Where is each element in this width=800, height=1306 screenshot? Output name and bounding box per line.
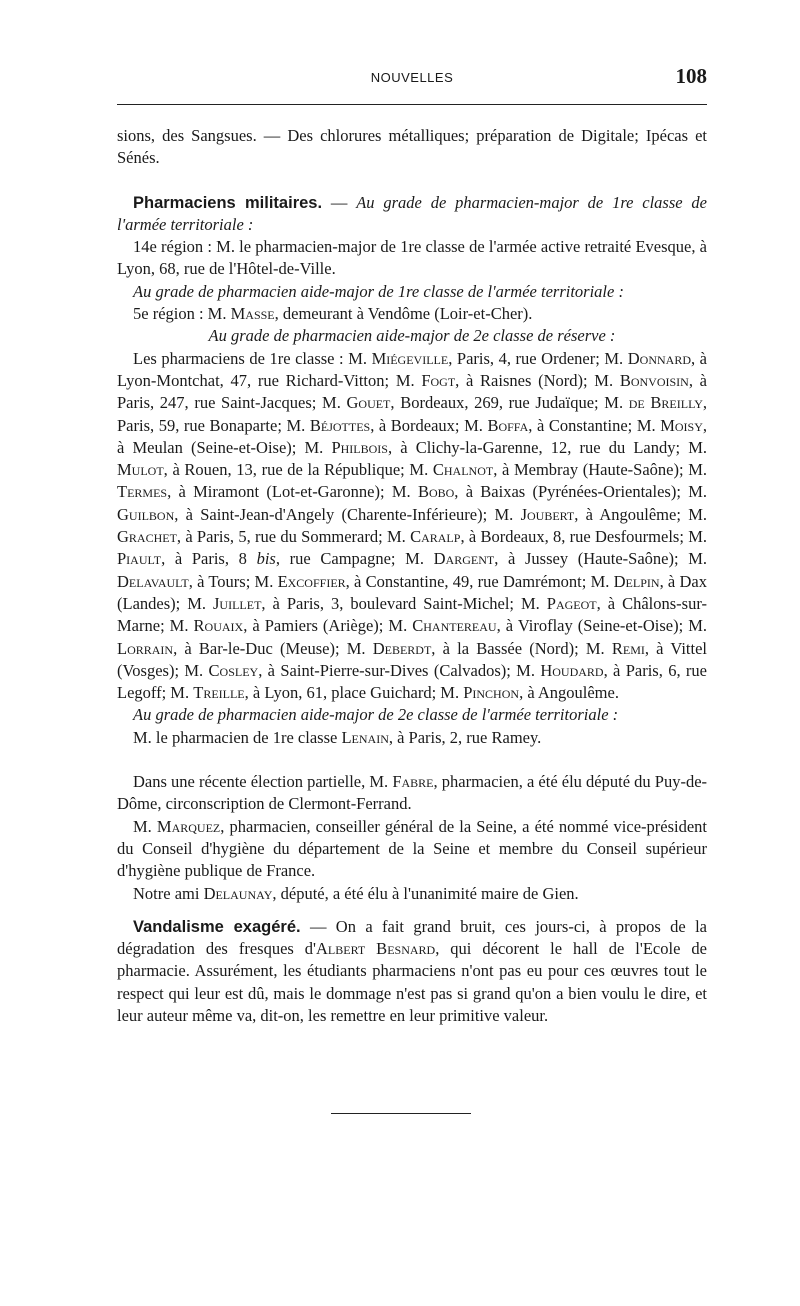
section-heading-pharmaciens: Pharmaciens militaires. — [133, 193, 323, 212]
person-name: Delaunay — [203, 883, 273, 903]
text-run: , à Bar-le-Duc (Meuse); M. — [173, 638, 373, 658]
person-name: Chantereau — [412, 616, 497, 636]
text-run: , à Jussey (Haute-Saône); M. — [494, 549, 708, 569]
person-name: Miégeville — [371, 348, 449, 368]
subheading-aide-major-1re-territoriale: Au grade de pharmacien aide-major de 1re classe de l'armée territoriale : — [133, 281, 624, 301]
text-run: , à Paris, 5, rue du Sommerard; M. — [176, 527, 411, 547]
person-name: Lenain — [341, 727, 389, 747]
text-run: , à Bordeaux; M. — [370, 415, 488, 435]
text-run: , pharmacien, a été élu député du Puy-de-Dôme, circonscription de Clermont-Ferrand. — [117, 772, 708, 814]
person-name: Pageot — [546, 593, 597, 613]
person-name: Gouet — [346, 393, 391, 413]
text-run: , à Paris, 247, rue Saint-Jacques; M. — [117, 370, 707, 413]
page-number: 108 — [675, 64, 707, 88]
person-name: Houdard — [540, 660, 604, 680]
person-name: Philbois — [331, 437, 388, 457]
text-run: , à Paris, 8 — [161, 549, 257, 569]
person-name: Donnard — [627, 348, 691, 368]
subheading-major-territoriale: Au grade de pharmacien-major de 1re classe de l'armée territoriale : — [117, 192, 707, 234]
running-title: NOUVELLES — [370, 70, 454, 85]
text-run: , Paris, 59, rue Bonaparte; M. — [117, 393, 707, 435]
text-run: , à Miramont (Lot-et-Garonne); M. — [167, 482, 418, 502]
person-name: Grachet — [117, 527, 177, 547]
person-name: Bonvoisin — [619, 370, 689, 390]
pharmaciens-heading-line — [117, 192, 707, 237]
person-name: Béjottes — [309, 415, 371, 435]
person-name: Treille — [193, 683, 245, 703]
italic-text: bis — [256, 549, 276, 569]
text-run: , à Tours; M. — [188, 571, 278, 591]
line-5e-region: 5e région : M. Masse, demeurant à Vendôme (Loir-et-Cher). — [133, 304, 533, 324]
text-run: , à Paris, 3, boulevard Saint-Michel; M. — [261, 593, 547, 613]
person-name: Deberdt — [372, 638, 432, 658]
page-header — [117, 64, 707, 100]
text-run: , pharmacien, conseiller général de la Seine, a été nommé vice-président du Conseil d'hygiène du département de la Seine et membre du Conseil supérieur d'hygiène publique de France. — [117, 816, 707, 881]
text-run: , à Meulan (Seine-et-Oise); M. — [117, 415, 707, 457]
text-run: Dans une récente élection partielle, M. — [133, 772, 393, 792]
paragraph-continuation: sions, des Sangsues. — Des chlorures métalliques; préparation de Digitale; Ipécas et Sénés. — [117, 126, 707, 168]
news-delaunay — [117, 883, 707, 905]
person-name: Remi — [611, 638, 645, 658]
person-name: Fogt — [421, 370, 456, 390]
text-run: , député, a été élu à l'unanimité maire de Gien. — [272, 883, 579, 903]
text-run: , à Constantine; M. — [528, 415, 661, 435]
text-run: , à Baixas (Pyrénées-Orientales); M. — [454, 482, 707, 502]
text-run: , à Bordeaux, 8, rue Desfourmels; M. — [460, 527, 707, 547]
text-run: , à Viroflay (Seine-et-Oise); M. — [496, 616, 707, 636]
text-run: , Paris, 4, rue Ordener; M. — [448, 348, 628, 368]
person-name: Chalnot — [432, 460, 494, 480]
text-run: , à Saint-Pierre-sur-Dives (Calvados); M. — [258, 660, 541, 680]
subheading-aide-major-2e-reserve: Au grade de pharmacien aide-major de 2e classe de réserve : — [208, 326, 616, 346]
news-fabre — [117, 771, 707, 816]
reserve-list — [117, 348, 707, 705]
line-lenain: M. le pharmacien de 1re classe Lenain, à Paris, 2, rue Ramey. — [133, 727, 542, 747]
end-rule — [331, 1113, 471, 1114]
person-name: Juillet — [213, 593, 262, 613]
text-run: , à Raisnes (Nord); M. — [455, 370, 620, 390]
text-run: , à Saint-Jean-d'Angely (Charente-Inférieure); M. — [174, 504, 521, 524]
person-name: Lorrain — [117, 638, 174, 658]
person-name: Excoffier — [277, 571, 346, 591]
text-run: , Bordeaux, 269, rue Judaïque; M. — [390, 393, 629, 413]
news-marquez — [117, 816, 707, 883]
text-run: , à Pamiers (Ariège); M. — [243, 616, 413, 636]
person-name: Bobo — [417, 482, 455, 502]
person-name: Rouaix — [193, 616, 244, 636]
text-run: , à Constantine, 49, rue Damrémont; M. — [345, 571, 614, 591]
person-name: Joubert — [520, 504, 575, 524]
text-run: , à la Bassée (Nord); M. — [431, 638, 612, 658]
person-name: Cosley — [208, 660, 259, 680]
text-run: , à Châlons-sur-Marne; M. — [117, 593, 707, 636]
subheading-aide-major-2e-territoriale: Au grade de pharmacien aide-major de 2e classe de l'armée territoriale : — [133, 705, 619, 725]
text-run: , à Clichy-la-Garenne, 12, rue du Landy; M. — [387, 437, 707, 457]
person-name: Termes — [117, 482, 168, 502]
section-heading-vandalisme: Vandalisme exagéré. — [133, 917, 301, 936]
line-14e-region: 14e région : M. le pharmacien-major de 1re classe de l'armée active retraité Evesque, à Lyon, 68, rue de l'Hôtel-de-Ville. — [117, 237, 707, 279]
person-name: Boffa — [487, 415, 529, 435]
person-name: Delavault — [117, 571, 189, 591]
person-name: Masse — [230, 304, 275, 324]
person-name: de Breilly — [628, 393, 703, 413]
text-run: M. — [133, 816, 157, 836]
header-rule — [117, 104, 707, 105]
person-name: Dargent — [433, 549, 495, 569]
text-run: , à Rouen, 13, rue de la République; M. — [163, 460, 433, 480]
text-run: , à Lyon, 61, place Guichard; M. — [244, 683, 464, 703]
person-name: Delpin — [613, 571, 660, 591]
person-name: Caralp — [410, 527, 461, 547]
text-run: , rue Campagne; M. — [275, 549, 434, 569]
person-name: Piault — [117, 549, 162, 569]
person-name: Mulot — [117, 460, 164, 480]
text-run: , à Dax (Landes); M. — [117, 571, 707, 613]
text-run: , à Membray (Haute-Saône); M. — [493, 460, 708, 480]
text-run: , à Lyon-Montchat, 47, rue Richard-Vitton; M. — [117, 348, 707, 390]
text-run: , à Angoulême. — [519, 683, 619, 703]
heading-dash: — — [322, 192, 357, 212]
person-name: Marquez — [156, 816, 221, 836]
text-run: Les pharmaciens de 1re classe : M. — [133, 348, 372, 368]
text-run: Notre ami — [133, 883, 204, 903]
text-run: — On a fait grand bruit, ces jours-ci, à propos de la dégradation des fresques d' — [117, 916, 707, 959]
person-name: Pinchon — [463, 683, 520, 703]
person-name: Guilbon — [117, 504, 175, 524]
text-run: , à Angoulême; M. — [574, 504, 707, 524]
vandalisme-paragraph — [117, 916, 707, 1027]
text-run: , qui décorent le hall de l'Ecole de pharmacie. Assurément, les étudiants pharmaciens n'ont pas eu pour ces œuvres tout le respect qui leur est dû, mais le dommage n'est pas si grand qu'on a bien voulu le dire, et leur auteur même va, dit-on, les remettre en leur primitive valeur. — [117, 939, 707, 1025]
person-name: Moisy — [660, 415, 703, 435]
person-name: Albert Besnard — [316, 939, 436, 959]
page-body — [117, 125, 707, 1027]
person-name: Fabre — [392, 772, 434, 792]
text-run: , à Paris, 6, rue Legoff; M. — [117, 660, 707, 703]
text-run: , à Vittel (Vosges); M. — [117, 638, 707, 680]
